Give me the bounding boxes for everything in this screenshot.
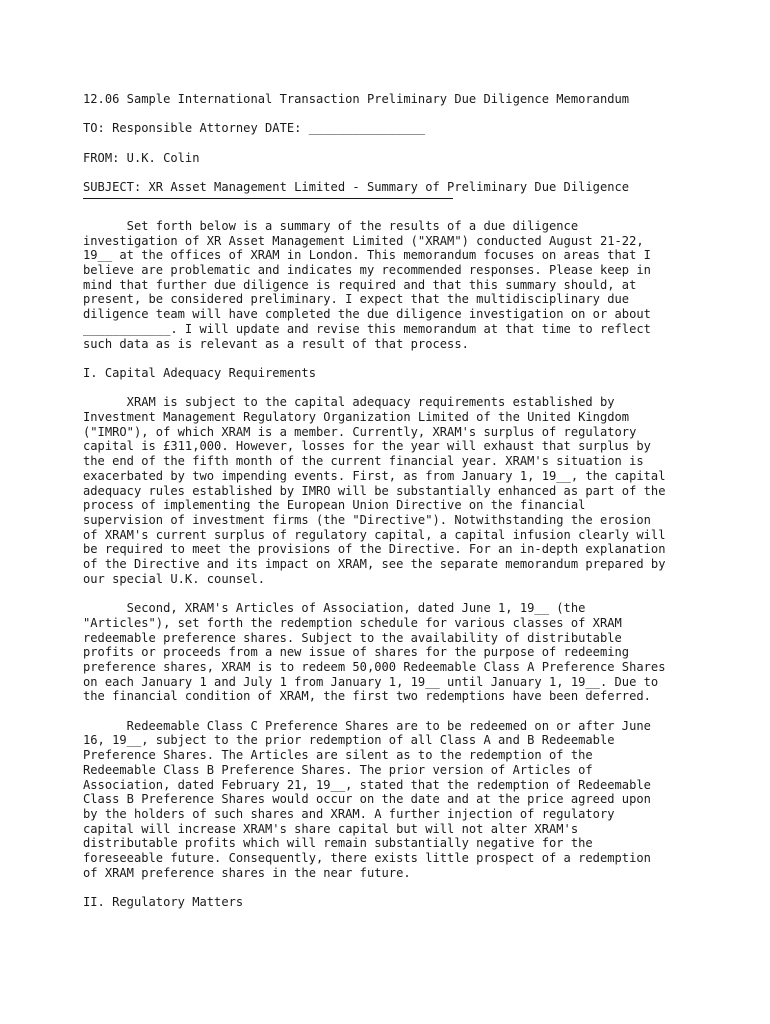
memorandum-page — [83, 92, 723, 910]
capital-adequacy-paragraph-3: Redeemable Class C Preference Shares are to be redeemed on or after June 16, 19__, subject to the prior redemption of all Class A and B Redeemable Preference Shares. The Articles are silent as to the redemption of the Redeemable Class B Preference Shares. The prior version of Articles of Association, dated February 21, 19__, stated that the redemption of Redeemable Class B Preference Shares would occur on the date and at the price agreed upon by the holders of such shares and XRAM. A further injection of regulatory capital will increase XRAM's share capital but will not alter XRAM's distributable profits which will remain substantially negative for the foreseeable future. Consequently, there exists little prospect of a redemption of XRAM preference shares in the near future. — [83, 718, 651, 880]
memo-to-date-line: TO: Responsible Attorney DATE: ________________ — [83, 121, 426, 136]
section-heading-capital-adequacy: I. Capital Adequacy Requirements — [83, 365, 316, 380]
memo-title: 12.06 Sample International Transaction Preliminary Due Diligence Memorandum — [83, 92, 630, 106]
capital-adequacy-paragraph-1: XRAM is subject to the capital adequacy requirements established by Investment Management Regulatory Organization Limited of the United Kingdom ("IMRO"), of which XRAM is a member. Currently, XRAM's surplus of regulatory capital is £311,000. However, losses for the year will exhaust that surplus by the end of the fifth month of the current financial year. XRAM's situation is exacerbated by two impending events. First, as from January 1, 19__, the capital adequacy rules established by IMRO will be substantially enhanced as part of the process of implementing the European Union Directive on the financial supervision of investment firms (the "Directive"). Notwithstanding the erosion of XRAM's current surplus of regulatory capital, a capital infusion clearly will be required to meet the provisions of the Directive. For an in-depth explanation of the Directive and its impact on XRAM, see the separate memorandum prepared by our special U.K. counsel. — [83, 395, 666, 586]
memo-from-line: FROM: U.K. Colin — [83, 150, 200, 165]
memo-subject-line: SUBJECT: XR Asset Management Limited - Summary of Preliminary Due Diligence — [83, 180, 630, 195]
intro-paragraph: Set forth below is a summary of the results of a due diligence investigation of XR Asset Management Limited ("XRAM") conducted August 21-22, 19__ at the offices of XRAM in London. This memorandum focuses on areas that I believe are problematic and indicates my recommended responses. Please keep in mind that further due diligence is required and that this summary should, at present, be considered preliminary. I expect that the multidisciplinary due diligence team will have completed the due diligence investigation on or about ____________. I will update and revise this memorandum at that time to reflect such data as is relevant as a result of that process. — [83, 218, 651, 351]
capital-adequacy-paragraph-2: Second, XRAM's Articles of Association, dated June 1, 19__ (the "Articles"), set forth the redemption schedule for various classes of XRAM redeemable preference shares. Subject to the availability of distributable profits or proceeds from a new issue of shares for the purpose of redeeming preference shares, XRAM is to redeem 50,000 Redeemable Class A Preference Shares on each January 1 and July 1 from January 1, 19__ until January 1, 19__. Due to the financial condition of XRAM, the first two redemptions have been deferred. — [83, 601, 666, 704]
subject-divider — [83, 198, 453, 199]
section-heading-regulatory-matters: II. Regulatory Matters — [83, 895, 244, 910]
